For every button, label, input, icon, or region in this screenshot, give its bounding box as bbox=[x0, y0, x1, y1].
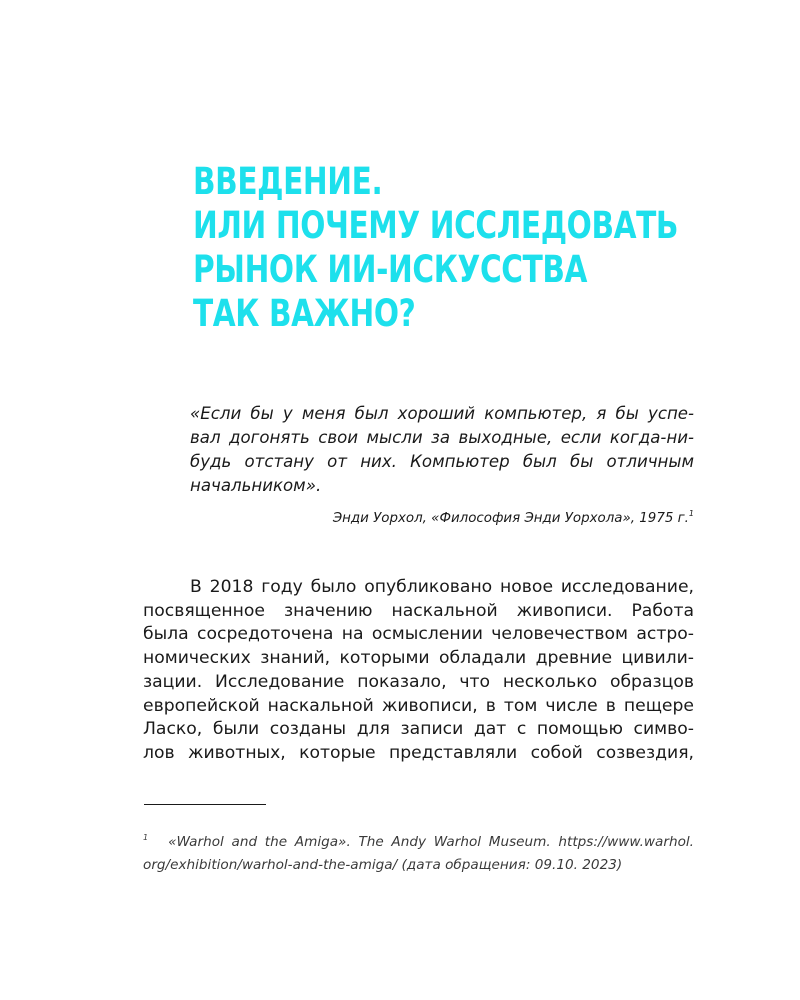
body-paragraph bbox=[143, 576, 694, 766]
chapter-title-line: ИЛИ ПОЧЕМУ ИССЛЕДОВАТЬ bbox=[193, 204, 679, 247]
epigraph-line: вал догонять свои мысли за выходные, если когда-ни- bbox=[190, 428, 694, 447]
body-line: В 2018 году было опубликовано новое исследование, bbox=[190, 577, 694, 597]
body-line: европейской наскальной живописи, в том числе в пещере bbox=[143, 695, 694, 716]
epigraph-attribution bbox=[333, 504, 694, 529]
body-line: зации. Исследование показало, что несколько образцов bbox=[143, 671, 694, 692]
chapter-title-line: ТАК ВАЖНО? bbox=[193, 292, 416, 335]
chapter-title bbox=[193, 160, 679, 336]
footnote bbox=[143, 826, 694, 877]
footnote-line bbox=[143, 826, 694, 854]
body-line: номических знаний, которыми обладали древние цивили- bbox=[143, 648, 694, 669]
body-line: была сосредоточена на осмыслении человечеством астро- bbox=[143, 624, 694, 645]
chapter-title-line: РЫНОК ИИ-ИСКУССТВА bbox=[193, 248, 588, 291]
footnote-marker: 1 bbox=[143, 833, 149, 842]
epigraph-quote bbox=[190, 402, 694, 498]
body-line: Ласко, были созданы для записи дат с помощью симво- bbox=[143, 719, 694, 740]
attribution-text: Энди Уорхол, «Философия Энди Уорхола», 1975 г. bbox=[332, 511, 689, 526]
footnote-line[interactable]: org/exhibition/warhol-and-the-amiga/ (дата обращения: 09.10. 2023) bbox=[143, 857, 623, 873]
footnote-divider bbox=[144, 804, 266, 805]
body-line: лов животных, которые представляли собой созвездия, bbox=[143, 742, 694, 763]
epigraph-line: «Если бы у меня был хороший компьютер, я бы успе- bbox=[190, 404, 694, 423]
footnote-text[interactable]: «Warhol and the Amiga». The Andy Warhol Museum. https://www.warhol. bbox=[168, 834, 694, 850]
epigraph-line: будь отстану от них. Компьютер был бы отличным bbox=[190, 452, 694, 471]
chapter-title-line: ВВЕДЕНИЕ. bbox=[193, 160, 383, 203]
body-line: посвященное значению наскальной живописи. Работа bbox=[143, 600, 694, 621]
footnote-reference[interactable]: 1 bbox=[688, 509, 694, 518]
epigraph-line: начальником». bbox=[190, 476, 322, 495]
